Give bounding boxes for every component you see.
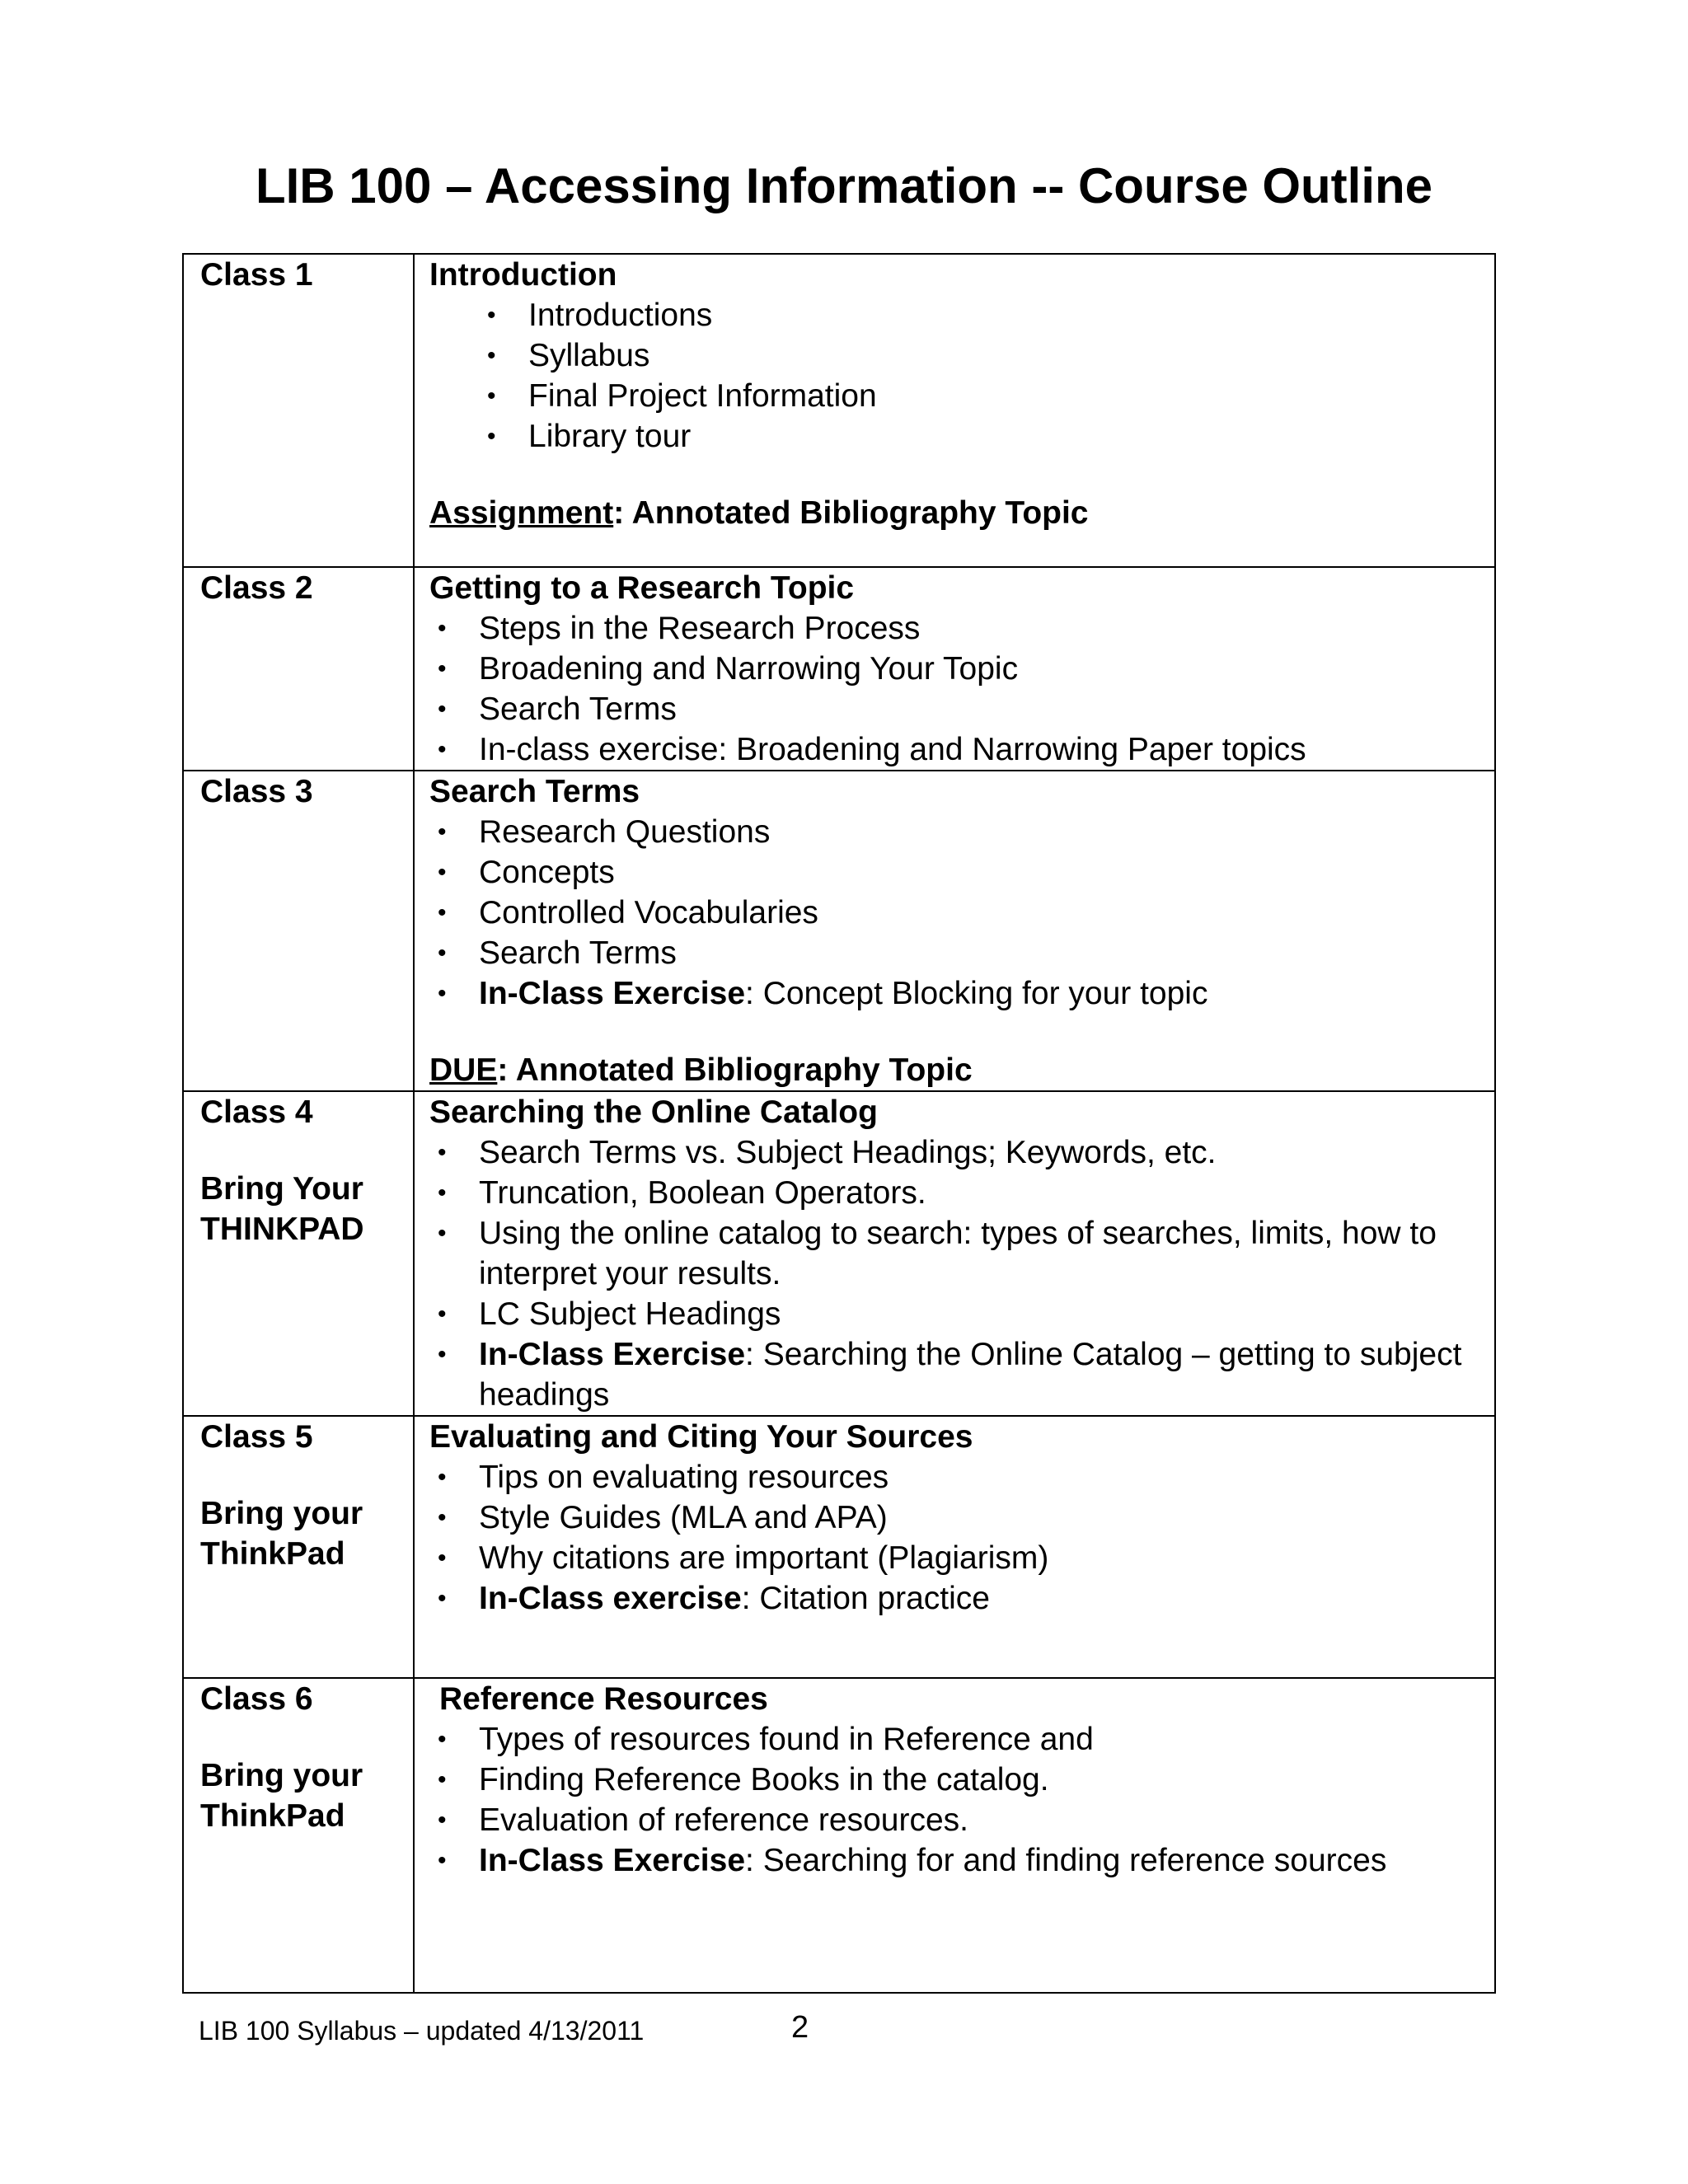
class-cell [183, 1091, 414, 1416]
table-row-class-4 [183, 1091, 1495, 1416]
list-item: • Controlled Vocabularies [429, 893, 1494, 933]
list-item: • Types of resources found in Reference and [429, 1719, 1494, 1760]
content-cell [414, 1091, 1495, 1416]
bullet-icon: • [438, 940, 447, 967]
bullet-icon: • [438, 1341, 447, 1368]
bullet-icon: • [487, 423, 496, 450]
bullet-icon: • [438, 1847, 447, 1874]
bullet-icon: • [438, 1301, 447, 1328]
topic-title: Evaluating and Citing Your Sources [429, 1419, 973, 1455]
table-row-class-6 [183, 1678, 1495, 1993]
list-item: • Using the online catalog to search: types of searches, limits, how to interpret your results. [429, 1213, 1494, 1294]
list-item: • Search Terms [429, 933, 1494, 973]
class-cell [183, 1416, 414, 1678]
list-item: • Library tour [429, 416, 1494, 457]
bullet-icon: • [438, 899, 447, 926]
list-item: • Style Guides (MLA and APA) [429, 1497, 1494, 1538]
table-row-class-1 [183, 254, 1495, 567]
bullet-icon: • [438, 1544, 447, 1572]
bullet-icon: • [438, 615, 447, 642]
bullet-icon: • [438, 1220, 447, 1247]
class-label: Class 3 [200, 774, 313, 809]
list-item: • In-Class Exercise: Concept Blocking for your topic [429, 973, 1494, 1014]
content-cell [414, 254, 1495, 567]
list-item: • Introductions [429, 295, 1494, 335]
bullet-icon: • [438, 1807, 447, 1834]
content-cell [414, 771, 1495, 1091]
list-item: • In-Class Exercise: Searching the Online Catalog – getting to subject headings [429, 1334, 1494, 1415]
bullet-icon: • [438, 1464, 447, 1491]
list-item: • LC Subject Headings [429, 1294, 1494, 1334]
content-cell [414, 567, 1495, 771]
bullet-icon: • [438, 1766, 447, 1793]
bullet-icon: • [438, 980, 447, 1007]
class-label: Class 4 [200, 1094, 313, 1130]
list-item: • In-Class exercise: Citation practice [429, 1578, 1494, 1619]
assignment-text: : Annotated Bibliography Topic [613, 495, 1089, 531]
topic-list [429, 1457, 1494, 1619]
class-label: Class 6 [200, 1681, 313, 1717]
class-cell [183, 1678, 414, 1993]
topic-title: Search Terms [429, 774, 640, 809]
list-item: • Final Project Information [429, 376, 1494, 416]
bullet-icon: • [438, 1139, 447, 1166]
bullet-icon: • [438, 736, 447, 763]
bullet-icon: • [438, 1179, 447, 1207]
list-item: • Truncation, Boolean Operators. [429, 1173, 1494, 1213]
list-item: • In-class exercise: Broadening and Narrowing Paper topics [429, 729, 1494, 770]
due-text: : Annotated Bibliography Topic [497, 1052, 973, 1088]
list-item: • Why citations are important (Plagiarism) [429, 1538, 1494, 1578]
footer-text: LIB 100 Syllabus – updated 4/13/2011 [199, 2016, 645, 2046]
class-note: Bring your ThinkPad [200, 1496, 363, 1572]
list-item: • Tips on evaluating resources [429, 1457, 1494, 1497]
class-label: Class 5 [200, 1419, 313, 1455]
class-label: Class 1 [200, 257, 313, 293]
bullet-icon: • [487, 382, 496, 410]
list-item: • Steps in the Research Process [429, 608, 1494, 649]
bullet-icon: • [487, 302, 496, 329]
list-item: • Evaluation of reference resources. [429, 1800, 1494, 1840]
page-number: 2 [791, 2010, 809, 2045]
page-title: LIB 100 – Accessing Information -- Course Outline [255, 158, 1433, 213]
topic-list [429, 608, 1494, 770]
topic-list [429, 1132, 1494, 1415]
bullet-icon: • [438, 655, 447, 682]
class-label: Class 2 [200, 570, 313, 606]
bullet-icon: • [438, 1585, 447, 1612]
list-item: • Concepts [429, 852, 1494, 893]
content-cell [414, 1416, 1495, 1678]
topic-list [429, 295, 1494, 457]
class-cell [183, 567, 414, 771]
topic-title: Getting to a Research Topic [429, 570, 855, 606]
bullet-icon: • [438, 818, 447, 846]
due-label: DUE [429, 1052, 498, 1088]
bullet-icon: • [487, 342, 496, 369]
list-item: • Syllabus [429, 335, 1494, 376]
topic-title: Introduction [429, 257, 617, 293]
table-row-class-3 [183, 771, 1495, 1091]
due-line [429, 1050, 1494, 1090]
topic-list [429, 1719, 1494, 1881]
table-row-class-5 [183, 1416, 1495, 1678]
bullet-icon: • [438, 859, 447, 886]
list-item: • In-Class Exercise: Searching for and finding reference sources [429, 1840, 1494, 1881]
assignment-label: Assignment [429, 495, 614, 531]
bullet-icon: • [438, 1504, 447, 1531]
class-cell [183, 771, 414, 1091]
list-item: • Research Questions [429, 812, 1494, 852]
content-cell [414, 1678, 1495, 1993]
list-item: • Broadening and Narrowing Your Topic [429, 649, 1494, 689]
topic-list [429, 812, 1494, 1014]
table-row-class-2 [183, 567, 1495, 771]
class-note: Bring your ThinkPad [200, 1758, 363, 1834]
bullet-icon: • [438, 1726, 447, 1753]
topic-title: Reference Resources [439, 1681, 768, 1717]
course-outline-table [182, 253, 1496, 1994]
class-note: Bring Your THINKPAD [200, 1171, 364, 1247]
list-item: • Search Terms vs. Subject Headings; Keywords, etc. [429, 1132, 1494, 1173]
list-item: • Finding Reference Books in the catalog. [429, 1760, 1494, 1800]
bullet-icon: • [438, 696, 447, 723]
assignment-line [429, 493, 1494, 533]
topic-title: Searching the Online Catalog [429, 1094, 878, 1130]
list-item: • Search Terms [429, 689, 1494, 729]
class-cell [183, 254, 414, 567]
